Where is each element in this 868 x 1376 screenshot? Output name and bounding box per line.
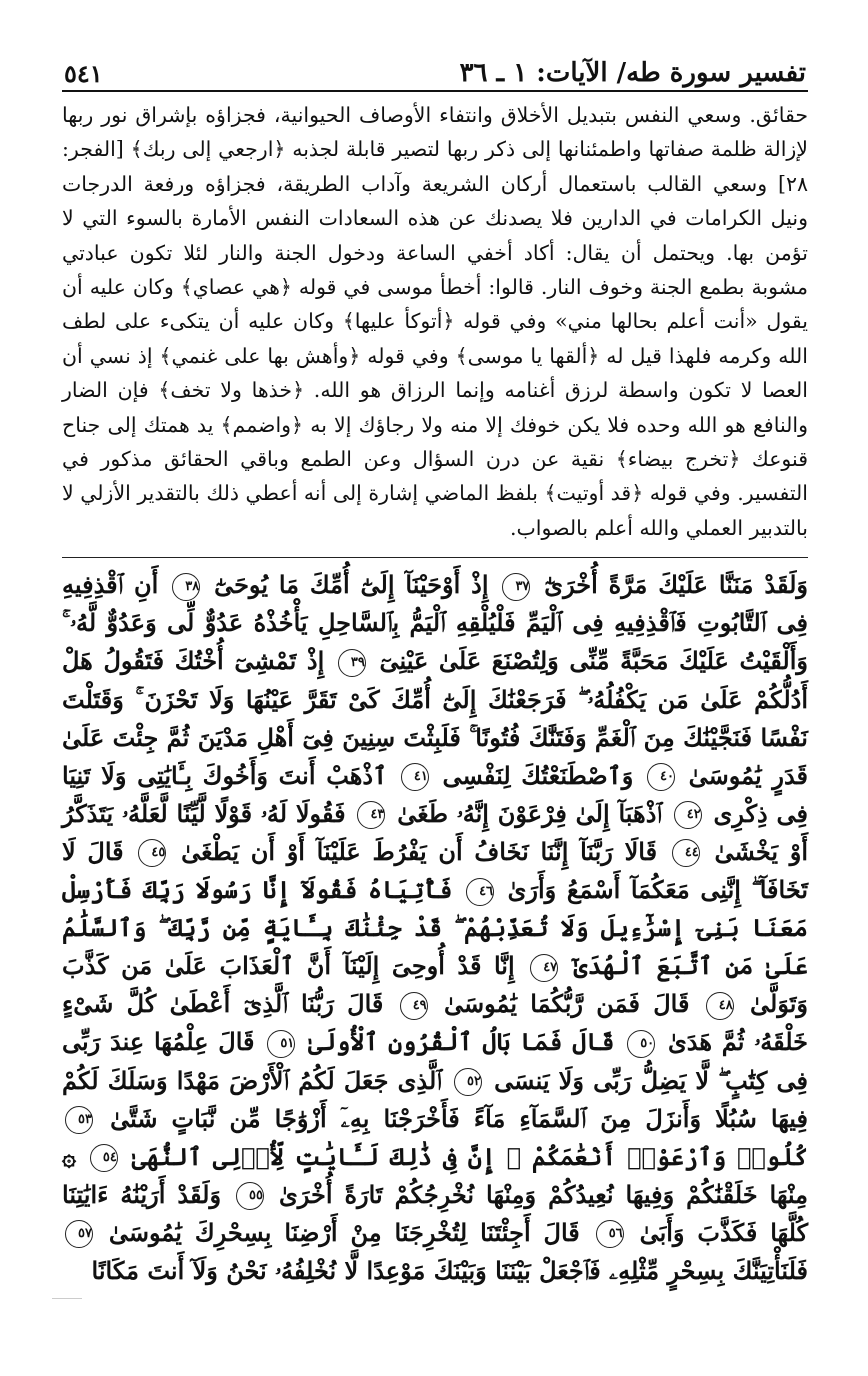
ayah-text: إِنَّا قَدْ أُوحِىَ إِلَيْنَآ أَنَّ ٱلْعَذَابَ عَلَىٰ مَن كَذَّبَ وَتَوَلَّىٰ	[62, 951, 809, 1019]
ayah-text: ٱذْهَبَآ إِلَىٰ فِرْعَوْنَ إِنَّهُۥ طَغَىٰ	[397, 798, 662, 828]
commentary-paragraph: حقائق. وسعي النفس بتبديل الأخلاق وانتفاء الأوصاف الحيوانية، فجزاؤه بإشراق نور ربها لإزالة ظلمة صفاتها واطمئنانها إلى ذكر ربها لتصير قابلة لجذبه ﴿ارجعي إلى ربك﴾ [الفجر: ٢٨] وسعي القالب باستعمال أركان الشريعة وآداب الطريقة، فجزاؤه ورفعة الدرجات ونيل الكرامات في الدارين فلا يصدنك عن هذه السعادات النفس الأمارة بالسوء التي لا تؤمن بها. ويحتمل أن يقال: أكاد أخفي الساعة ودخول الجنة والنار لئلا تكون عبادتي مشوبة بطمع الجنة وخوف النار. قالوا: أخطأ موسى في قوله ﴿هي عصاي﴾ وكان عليه أن يقول «أنت أعلم بحالها مني» وفي قوله ﴿أتوكأ عليها﴾ وكان عليه أن يتكىء على لطف الله وكرمه فلهذا قيل له ﴿ألقها يا موسى﴾ وفي قوله ﴿وأهش بها على غنمي﴾ إذ نسي أن العصا لا تكون واسطة لرزق أغنامه وإنما الرزاق هو الله. ﴿خذها ولا تخف﴾ فإن الضار والنافع هو الله وحده فلا يكن خوفك إلا منه ولا رجاؤك إلا به ﴿واضمم﴾ يد همتك إلى جناح قنوعك ﴿تخرج بيضاء﴾ نقية عن درن السؤال وعن الطمع وباقي الحقائق مذكور في التفسير. وفي قوله ﴿قد أوتيت﴾ بلفظ الماضي إشارة إلى أنه أعطي ذلك بالتقدير الأزلي لا بالتدبير العملي والله أعلم بالصواب.	[62, 103, 808, 540]
ayah-text: قَالَا رَبَّنَآ إِنَّنَا نَخَافُ أَن يَفْرُطَ عَلَيْنَآ أَوْ أَن يَطْغَىٰ	[181, 836, 658, 866]
ayah-number: ٤٧	[530, 954, 558, 982]
ayah-text: قَالَ فَمَا بَالُ ٱلْقُرُونِ ٱلْأُولَىٰ	[308, 1027, 615, 1057]
ayah-number: ٥٤	[90, 1144, 118, 1172]
quran-paragraph	[62, 566, 808, 1290]
ayah-text: فَلَنَأْتِيَنَّكَ بِسِحْرٍ مِّثْلِهِۦ فَٱجْعَلْ بَيْنَنَا وَبَيْنَكَ مَوْعِدًا لَّا نُخْلِفُهُۥ نَحْنُ وَلَآ أَنتَ مَكَانًا	[91, 1255, 808, 1285]
ayah-text: وَٱصْطَنَعْتُكَ لِنَفْسِى	[442, 760, 634, 790]
ayah-text: إِذْ تَمْشِىٓ أُخْتُكَ فَتَقُولُ هَلْ أَدُلُّكُمْ عَلَىٰ مَن يَكْفُلُهُۥ ۖ فَرَجَعْنَٰكَ إِلَىٰٓ أُمِّكَ كَىْ تَقَرَّ عَيْنُهَا وَلَا تَحْزَنَ ۚ وَقَتَلْتَ نَفْسًا فَنَجَّيْنَٰكَ مِنَ ٱلْغَمِّ وَفَتَنَّٰكَ فُتُونًا ۚ فَلَبِثْتَ سِنِينَ فِىٓ أَهْلِ مَدْيَنَ ثُمَّ جِئْتَ عَلَىٰ قَدَرٍ يَٰمُوسَىٰ	[62, 646, 809, 790]
ayah-number: ٣٨	[172, 573, 200, 601]
ayah-number: ٤١	[401, 763, 429, 791]
ayah-text: إِذْ أَوْحَيْنَآ إِلَىٰٓ أُمِّكَ مَا يُوحَىٰٓ	[214, 570, 489, 600]
ayah-text: كُلُوا۟ وَٱرْعَوْا۟ أَنْعَٰمَكُمْ ۗ إِنَّ فِى ذَٰلِكَ لَـَٔايَٰتٍ لِّأُو۟لِى ٱلنُّهَىٰ	[131, 1141, 809, 1171]
quran-text	[62, 566, 808, 1290]
running-title: تفسير سورة طه/ الآيات: ١ ـ ٣٦	[459, 58, 806, 88]
ayah-number: ٤٤	[672, 839, 700, 867]
ayah-text: أَنِ ٱقْذِفِيهِ فِى ٱلتَّابُوتِ فَٱقْذِفِيهِ فِى ٱلْيَمِّ فَلْيُلْقِهِ ٱلْيَمُّ بِٱلسَّاحِلِ يَأْخُذْهُ عَدُوٌّ لِّى وَعَدُوٌّ لَّهُۥ ۚ وَأَلْقَيْتُ عَلَيْكَ مَحَبَّةً مِّنِّى وَلِتُصْنَعَ عَلَىٰ عَيْنِىٓ	[62, 570, 808, 676]
ayah-text: فَقُولَا لَهُۥ قَوْلًا لَّيِّنًا لَّعَلَّهُۥ يَتَذَكَّرُ أَوْ يَخْشَىٰ	[62, 798, 809, 866]
ayah-number: ٥٠	[627, 1030, 655, 1058]
ayah-text: قَالَ لَا تَخَافَآ ۖ إِنَّنِى مَعَكُمَآ أَسْمَعُ وَأَرَىٰ	[62, 836, 809, 905]
section-divider	[62, 557, 808, 558]
commentary-text	[62, 98, 808, 545]
ayah-number: ٤٨	[706, 992, 734, 1020]
ayah-number: ٤٩	[400, 992, 428, 1020]
ayah-text: وَلَقَدْ مَنَنَّا عَلَيْكَ مَرَّةً أُخْرَىٰٓ	[544, 570, 809, 600]
ayah-number: ٥٣	[65, 1106, 93, 1134]
ayah-number: ٥٧	[65, 1220, 93, 1248]
ayah-text: ٱذْهَبْ أَنتَ وَأَخُوكَ بِـَٔايَٰتِى وَلَا تَنِيَا فِى ذِكْرِى	[62, 760, 808, 828]
ayah-text: قَالَ فَمَن رَّبُّكُمَا يَٰمُوسَىٰ	[443, 989, 690, 1019]
ayah-number: ٤٣	[357, 801, 385, 829]
ayah-number: ٣٩	[338, 649, 366, 677]
margin-mark	[52, 1298, 82, 1299]
ayah-text: قَالَ رَبُّنَا ٱلَّذِىٓ أَعْطَىٰ كُلَّ شَىْءٍ خَلْقَهُۥ ثُمَّ هَدَىٰ	[62, 989, 808, 1057]
ayah-number: ٤٢	[674, 801, 702, 829]
ayah-text: فَأْتِيَاهُ فَقُولَآ إِنَّا رَسُولَا رَبِّكَ فَأَرْسِلْ مَعَنَا بَنِىٓ إِسْرَٰٓءِيلَ وَلَا تُعَذِّبْهُمْ ۖ قَدْ جِئْنَٰكَ بِـَٔايَةٍ مِّن رَّبِّكَ ۖ وَٱلسَّلَٰمُ عَلَىٰ مَنِ ٱتَّبَعَ ٱلْهُدَىٰٓ	[62, 875, 809, 981]
ayah-text: وَلَقَدْ أَرَيْنَٰهُ ءَايَٰتِنَا كُلَّهَا فَكَذَّبَ وَأَبَىٰ	[62, 1179, 808, 1247]
ayah-text: قَالَ أَجِئْتَنَا لِتُخْرِجَنَا مِنْ أَرْضِنَا بِسِحْرِكَ يَٰمُوسَىٰ	[108, 1217, 580, 1247]
ayah-number: ٥٥	[236, 1182, 264, 1210]
page-number: ٥٤١	[64, 59, 103, 88]
ayah-text: ۞ مِنْهَا خَلَقْنَٰكُمْ وَفِيهَا نُعِيدُكُمْ وَمِنْهَا نُخْرِجُكُمْ تَارَةً أُخْرَىٰ	[62, 1141, 808, 1209]
ayah-text: ٱلَّذِى جَعَلَ لَكُمُ ٱلْأَرْضَ مَهْدًا وَسَلَكَ لَكُمْ فِيهَا سُبُلًا وَأَنزَلَ مِنَ ٱلسَّمَآءِ مَآءً فَأَخْرَجْنَا بِهِۦٓ أَزْوَٰجًا مِّن نَّبَاتٍ شَتَّىٰ	[62, 1065, 808, 1133]
page-header	[62, 50, 808, 92]
ayah-number: ٥١	[267, 1030, 295, 1058]
ayah-number: ٥٢	[454, 1068, 482, 1096]
ayah-number: ٤٠	[647, 763, 675, 791]
ayah-number: ٥٦	[596, 1220, 624, 1248]
ayah-text: قَالَ عِلْمُهَا عِندَ رَبِّى فِى كِتَٰبٍ ۖ لَّا يَضِلُّ رَبِّى وَلَا يَنسَى	[62, 1027, 809, 1095]
ayah-number: ٤٥	[138, 839, 166, 867]
ayah-number: ٤٦	[466, 878, 494, 906]
ayah-number: ٣٧	[502, 573, 530, 601]
